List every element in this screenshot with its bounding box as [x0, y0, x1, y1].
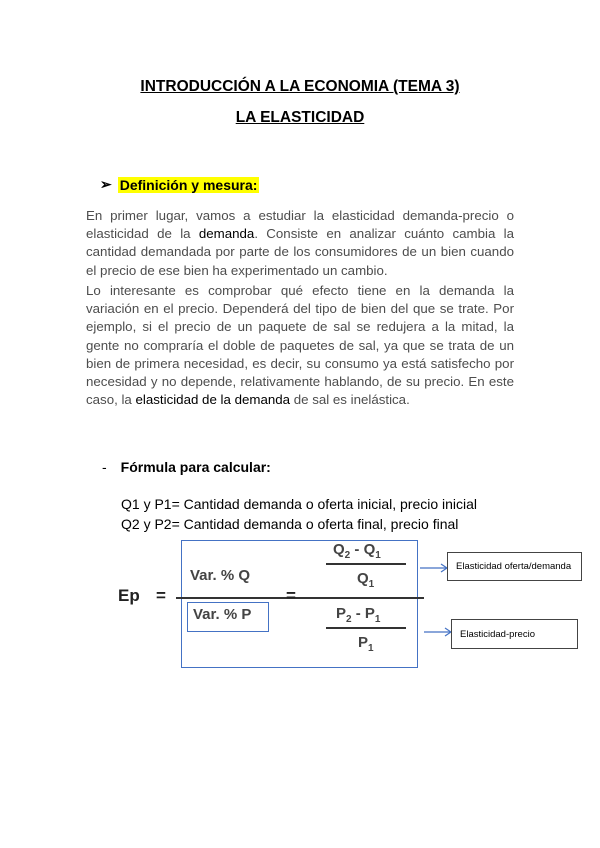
annotation-bottom: Elasticidad-precio	[451, 619, 578, 649]
emphasis-elasticidad: elasticidad de la demanda	[135, 392, 291, 408]
p-numerator: $P_2 - P_1$	[336, 605, 381, 625]
formula-heading-label: Fórmula para calcular:	[120, 459, 271, 475]
paragraph-2: Lo interesante es comprobar qué efecto tiene en la demanda la variación en el precio. Dependerá del tipo de bien del que se trate. Por ejemplo, si el precio de un paquete de sal se redujera a la mitad, la gente no compraría el doble de paquetes de sal, ya que se trata de un bien de primera necesidad, es decir, su consumo ya está satisfecho por necesidad y no depende, relativamente hablando, de su precio. En este caso, la elasticidad de la demanda de sal es inelástica.	[86, 283, 514, 408]
section-label: Definición y mesura:	[119, 176, 258, 193]
dash-bullet: -	[102, 459, 107, 475]
p-denominator: $P_1$	[358, 634, 374, 654]
q-numerator: $Q_2 - Q_1$	[333, 541, 381, 561]
q-fraction-line	[326, 563, 406, 565]
document-subtitle: LA ELASTICIDAD	[235, 109, 365, 126]
var-p-label: Var. % P	[193, 606, 252, 623]
emphasis-demanda: demanda	[198, 226, 255, 242]
equals-sign-2: =	[286, 586, 296, 605]
ep-label: Ep	[118, 586, 140, 605]
document-title: INTRODUCCIÓN A LA ECONOMIA (TEMA 3)	[140, 78, 460, 95]
annotation-arrows	[400, 550, 452, 640]
p-fraction-line	[326, 627, 406, 629]
paragraph-1: En primer lugar, vamos a estudiar la elasticidad demanda-precio o elasticidad de la demanda. Consiste en analizar cuánto cambia la cantidad demandada por parte de los consumidores de un bien cuando el precio de ese bien ha experimentado un cambio.	[86, 208, 514, 278]
definition-line-1: Q1 y P1= Cantidad demanda o oferta inicial, precio inicial	[121, 496, 478, 512]
arrow-bullet-icon: ➢	[100, 176, 112, 192]
definition-line-2: Q2 y P2= Cantidad demanda o oferta final, precio final	[121, 516, 459, 532]
formula-heading	[102, 459, 271, 475]
equals-sign-1: =	[156, 586, 166, 605]
var-q-label: Var. % Q	[190, 567, 251, 584]
main-fraction-line	[176, 597, 424, 599]
annotation-top: Elasticidad oferta/demanda	[447, 552, 582, 581]
q-denominator: $Q_1$	[357, 570, 375, 590]
section-heading	[100, 176, 259, 193]
